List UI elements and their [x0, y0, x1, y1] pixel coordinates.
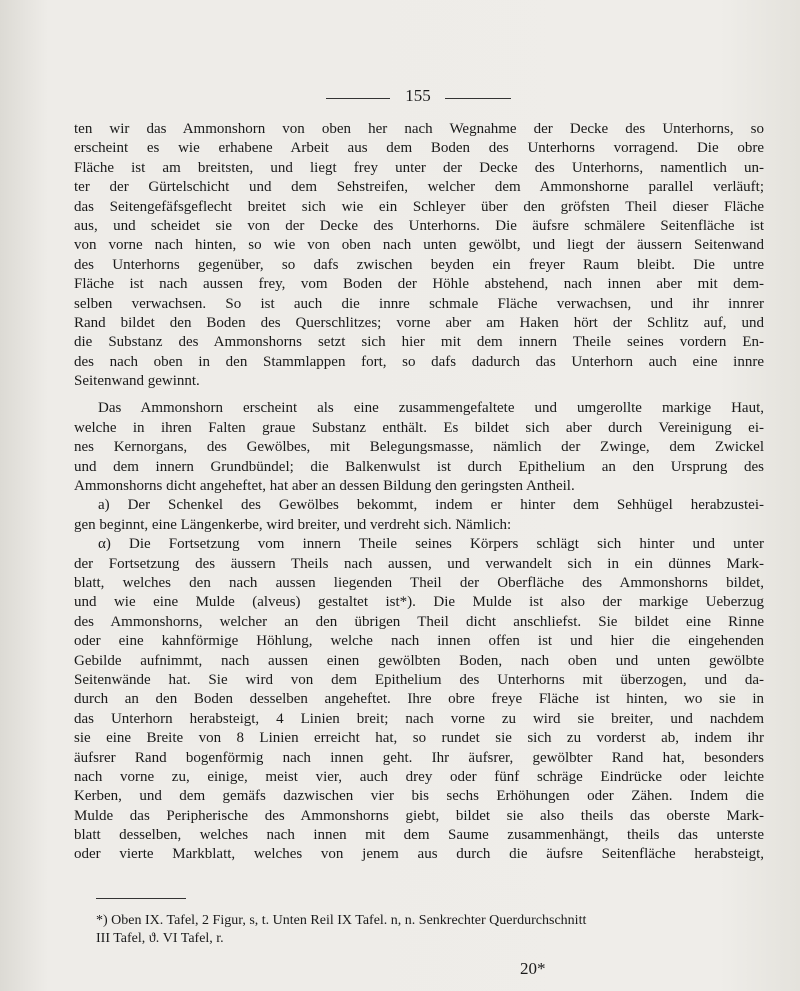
text-line: gen beginnt, eine Längenkerbe, wird breiter, und verdreht sich. Nämlich: — [74, 516, 512, 533]
text-line: Rand bildet den Boden des Querschlitzes; vorne aber am Haken hört der Schlitz auf, und — [74, 314, 764, 331]
text-line: sie eine Breite von 8 Linien erreicht hat, so rundet sie sich zu vorderst ab, indem ihr — [74, 730, 764, 747]
text-line: welche in ihren Falten graue Substanz enthält. Es bildet sich aber durch Vereinigung ei- — [74, 419, 764, 436]
text-line: erscheint es wie erhabene Arbeit aus dem Boden des Unterhorns vorragend. Die obre — [74, 140, 764, 157]
text-line: die Substanz des Ammonshorns setzt sich hier mit dem innern Theile seines vordern En- — [74, 334, 764, 351]
body-text — [74, 120, 764, 865]
text-line: und wie eine Mulde (alveus) gestaltet ist*). Die Mulde ist also der markige Ueberzug — [74, 594, 764, 611]
text-line: Das Ammonshorn erscheint als eine zusammengefaltete und umgerollte markige Haut, — [98, 400, 764, 417]
text-line: ter der Gürtelschicht und dem Sehstreifen, welcher dem Ammonshorne parallel verläuft; — [74, 179, 764, 196]
header-rule-right — [445, 98, 511, 99]
text-line: selben verwachsen. So ist auch die innre schmale Fläche verwachsen, und ihr innrer — [74, 295, 764, 312]
text-line: durch an den Boden desselben angeheftet. Ihre obre freye Fläche ist hinten, wo sie in — [74, 691, 764, 708]
page-number: 155 — [405, 86, 431, 105]
text-line: aus, und scheidet sie von der Decke des Unterhorns. Die äufsre schmälere Seitenfläche ist — [74, 217, 764, 234]
text-line: das Unterhorn herabsteigt, 4 Linien breit; nach vorne zu wird sie breiter, und nachdem — [74, 710, 764, 727]
paragraph — [74, 496, 764, 535]
text-line: blatt, welches den nach aussen liegenden Theil der Oberfläche des Ammonshorns bildet, — [74, 574, 764, 591]
footnote-line: III Tafel, ϑ. VI Tafel, r. — [96, 931, 224, 946]
text-line: Seitenwand gewinnt. — [74, 373, 200, 390]
text-line: Ammonshorns dicht angeheftet, hat aber an dessen Bildung den geringsten Antheil. — [74, 478, 575, 495]
paragraph — [74, 120, 764, 391]
text-line: ten wir das Ammonshorn von oben her nach Wegnahme der Decke des Unterhorns, so — [74, 121, 764, 137]
text-line: Gebilde aufnimmt, nach aussen einen gewölbten Boden, nach oben und unten gewölbte — [74, 652, 764, 669]
paragraph — [74, 399, 764, 496]
text-line: Kerben, und dem gemäfs dazwischen vier bis sechs Erhöhungen oder Zähen. Indem die — [74, 788, 764, 805]
page-header — [0, 86, 800, 110]
text-line: α) Die Fortsetzung vom innern Theile seines Körpers schlägt sich hinter und unter — [98, 536, 764, 553]
text-line: Fläche ist am breitsten, und liegt frey unter der Decke des Unterhorns, namentlich un- — [74, 159, 764, 176]
text-line: Fläche ist nach aussen frey, vom Boden der Höhle abstehend, nach innen aber mit dem- — [74, 276, 764, 293]
text-line: Mulde das Peripherische des Ammonshorns giebt, bildet sie also theils das oberste Mark- — [74, 807, 764, 824]
text-line: des Ammonshorns, welcher an den übrigen Theil dicht anschliefst. Sie bildet eine Rinne — [74, 613, 764, 630]
text-line: von vorne nach hinten, so wie von oben nach unten gewölbt, und liegt der äussern Seitenwand — [74, 237, 764, 254]
text-line: äufsrer Rand bogenförmig nach innen geht. Ihr äufsrer, gewölbter Rand hat, besonders — [74, 749, 764, 766]
header-rule-left — [326, 98, 390, 99]
text-line: a) Der Schenkel des Gewölbes bekommt, indem er hinter dem Sehhügel herabzustei- — [98, 497, 764, 514]
footnote — [96, 912, 766, 948]
text-line: Seitenwände hat. Sie wird von dem Epithelium des Unterhorns mit überzogen, und da- — [74, 671, 764, 688]
text-line: nes Kernorgans, des Gewölbes, mit Belegungsmasse, nämlich der Zwinge, dem Zwickel — [74, 439, 764, 456]
text-line: des nach oben in den Stammlappen fort, so dafs dadurch das Unterhorn auch eine innre — [74, 353, 764, 370]
text-line: das Seitengefäfsgeflecht breitet sich wie ein Schleyer über den gröfsten Theil dieser Fläche — [74, 198, 764, 215]
text-line: oder eine kahnförmige Höhlung, welche nach innen offen ist und hier die eingehenden — [74, 633, 764, 650]
paragraph — [74, 535, 764, 865]
footnote-rule — [96, 898, 186, 899]
text-line: oder vierte Markblatt, welches von jenem aus durch die äufsre Seitenfläche herabsteigt, — [74, 846, 764, 863]
text-line: nach vorne zu, einige, meist vier, auch drey oder fünf schräge Eindrücke oder leichte — [74, 768, 764, 785]
text-line: und dem innern Grundbündel; die Balkenwulst ist durch Epithelium an den Ursprung des — [74, 458, 764, 475]
text-line: des Unterhorns gegenüber, so dafs zwischen beyden ein freyer Raum bleibt. Die untre — [74, 256, 764, 273]
footnote-line: *) Oben IX. Tafel, 2 Figur, s, t. Unten Reil IX Tafel. n, n. Senkrechter Querdurchschnitt — [96, 913, 587, 928]
signature-mark: 20* — [520, 959, 546, 978]
text-line: der Fortsetzung des äussern Theils nach aussen, und verwandelt sich in ein dünnes Mark- — [74, 555, 764, 572]
text-line: blatt desselben, welches nach innen mit dem Saume zusammenhängt, theils das unterste — [74, 827, 764, 844]
